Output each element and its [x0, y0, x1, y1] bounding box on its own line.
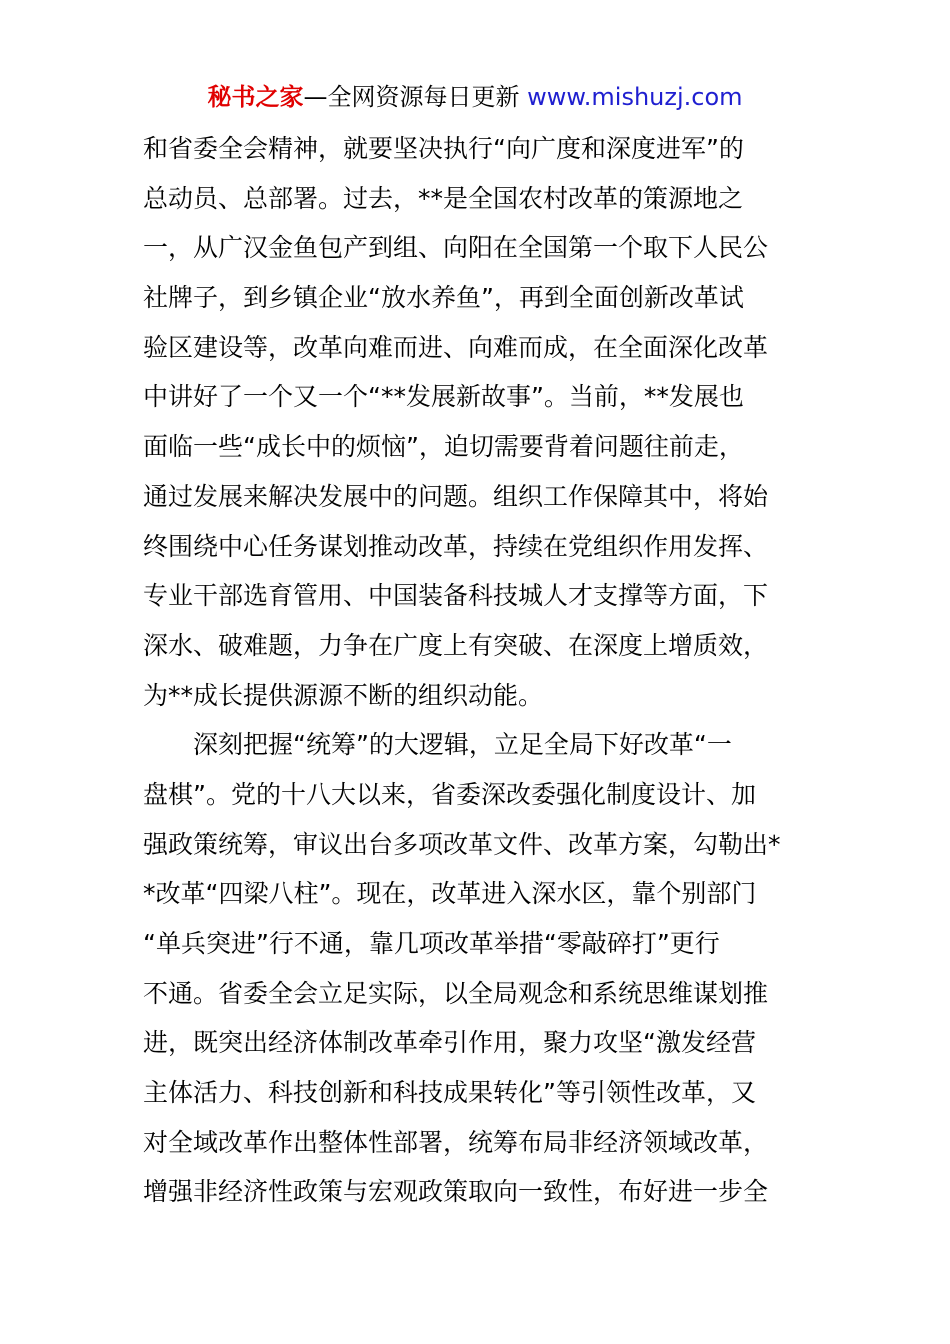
text-line: “单兵突进”行不通，靠几项改革举措“零敲碎打”更行: [143, 929, 720, 958]
text-line: 进，既突出经济体制改革牵引作用，聚力攻坚“激发经营: [143, 1028, 756, 1058]
text-line: 专业干部选育管用、中国装备科技城人才支撑等方面，下: [143, 581, 769, 611]
text-line: 社牌子，到乡镇企业“放水养鱼”，再到全面创新改革试: [143, 283, 744, 313]
text-line: 增强非经济性政策与宏观政策取向一致性，布好进一步全: [143, 1177, 769, 1207]
site-tagline: —全网资源每日更新: [303, 83, 520, 111]
paragraph-2: [143, 720, 807, 1217]
article-body: [143, 124, 807, 1217]
text-line: 总动员、总部署。过去，**是全国农村改革的策源地之: [143, 183, 744, 213]
text-line: 主体活力、科技创新和科技成果转化”等引领性改革，又: [143, 1078, 756, 1108]
text-line: 验区建设等，改革向难而进、向难而成，在全面深化改革: [143, 332, 769, 362]
text-line: 终围绕中心任务谋划推动改革，持续在党组织作用发挥、: [143, 531, 769, 561]
text-line: 强政策统筹，审议出台多项改革文件、改革方案，勾勒出*: [143, 829, 781, 859]
text-line: 面临一些“成长中的烦恼”，迫切需要背着问题往前走，: [143, 432, 744, 462]
text-line: 不通。省委全会立足实际，以全局观念和系统思维谋划推: [143, 978, 769, 1008]
text-line: 深刻把握“统筹”的大逻辑，立足全局下好改革“一: [193, 730, 732, 760]
paragraph-1: [143, 124, 807, 720]
text-line: 和省委全会精神，就要坚决执行“向广度和深度进军”的: [143, 134, 744, 163]
text-line: *改革“四梁八柱”。现在，改革进入深水区，靠个别部门: [143, 879, 757, 909]
site-header: [0, 80, 950, 114]
site-url-link[interactable]: www.mishuzj.com: [527, 83, 743, 111]
text-line: 中讲好了一个又一个“**发展新故事”。当前，**发展也: [143, 382, 744, 412]
text-line: 通过发展来解决发展中的问题。组织工作保障其中，将始: [143, 481, 769, 511]
text-line: 为**成长提供源源不断的组织动能。: [143, 680, 544, 710]
text-line: 深水、破难题，力争在广度上有突破、在深度上增质效，: [143, 630, 769, 660]
text-line: 对全域改革作出整体性部署，统筹布局非经济领域改革，: [143, 1127, 769, 1157]
text-line: 盘棋”。党的十八大以来，省委深改委强化制度设计、加: [143, 779, 756, 809]
text-line: 一，从广汉金鱼包产到组、向阳在全国第一个取下人民公: [143, 233, 769, 263]
site-brand: 秘书之家: [207, 83, 304, 111]
